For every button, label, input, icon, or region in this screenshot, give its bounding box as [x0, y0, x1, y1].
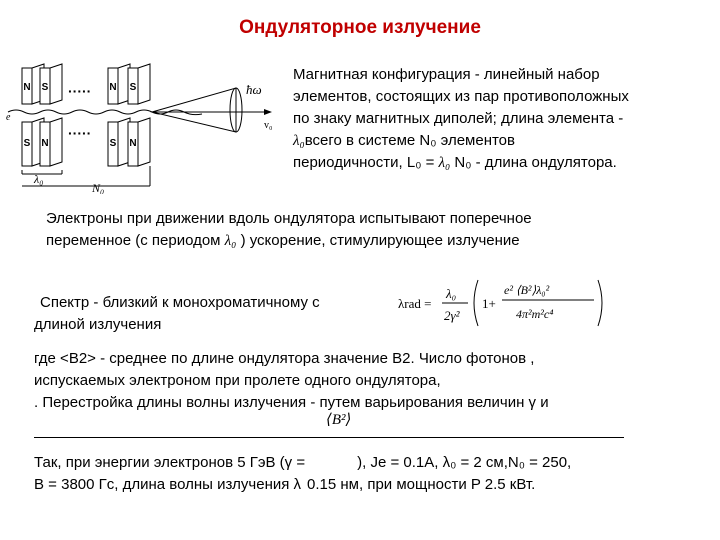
radiation-cone [152, 88, 236, 132]
dots-bottom: ····· [68, 125, 92, 141]
magnet-label: N [23, 82, 31, 93]
b2-overlay: ⟨B²⟩ [326, 412, 352, 428]
acceleration-text [46, 208, 532, 252]
example-text [34, 452, 571, 496]
formula-inner-den: 4π²m²c⁴ [516, 307, 554, 321]
config-line-3: по знаку магнитных диполей; длина элемента - [293, 110, 624, 127]
formula-num: λ₀ [446, 286, 457, 301]
photon-line-2: испускаемых электроном при пролете одного ондулятора, [34, 372, 441, 389]
lambda-symbol: λ₀ [224, 233, 237, 249]
accel-line-1: Электроны при движении вдоль ондулятора испытывают поперечное [46, 210, 532, 227]
config-line-1: Магнитная конфигурация - линейный набор [293, 66, 600, 83]
example-line-1: Так, при энергии электронов 5 ГэВ (γ = ), Je = 0.1А, λ₀ = 2 см,N₀ = 250, [34, 454, 572, 471]
magnet-label: S [129, 82, 137, 93]
electron-label: e [6, 112, 11, 123]
count-label: N₀ [92, 181, 105, 194]
photon-line-1: где <B2> - среднее по длине ондулятора значение B2. Число фотонов , [34, 350, 535, 367]
magnet-label: S [41, 82, 49, 93]
magnet-label: N [129, 138, 137, 149]
dots-top: ····· [68, 83, 92, 99]
formula-one-plus: 1+ [482, 296, 496, 311]
lambda-symbol: λ₀ [293, 133, 305, 149]
lambda-symbol: λ₀ [438, 155, 451, 171]
config-text [293, 64, 629, 174]
velocity-label: v₀ [264, 120, 273, 131]
wavelength-formula [398, 276, 610, 330]
spectrum-line-2: длиной излучения [34, 316, 162, 333]
spectrum-line-1: Спектр - близкий к монохроматичному с [40, 294, 320, 311]
formula-den: 2γ² [444, 308, 460, 323]
undulator-diagram [6, 62, 294, 194]
magnet-label: S [23, 138, 31, 149]
divider [34, 437, 624, 438]
magnet-label: N [109, 82, 117, 93]
photon-line-3: . Перестройка длины волны излучения - путем варьирования величин γ и [34, 394, 549, 411]
example-line-2: B = 3800 Гс, длина волны излучения λ 0.15 нм, при мощности P 2.5 кВт. [34, 476, 536, 493]
formula-lhs: λrad = [398, 296, 432, 311]
magnet-label: S [109, 138, 117, 149]
photon-text [34, 348, 549, 414]
config-line-5: периодичности, L₀ = λ₀ N₀ - длина ондулятора. [293, 154, 617, 171]
page-title: Ондуляторное излучение [239, 17, 481, 38]
config-line-2: элементов, состоящих из пар противоположных [293, 88, 629, 105]
axis-arrow [264, 109, 272, 115]
formula-inner-num: e² ⟨B²⟩λ₀² [504, 283, 550, 297]
accel-line-2: переменное (с периодом λ₀ ) ускорение, стимулирующее излучение [46, 232, 520, 249]
config-line-4: λ₀всего в системе N₀ элементов [293, 132, 515, 149]
magnet-label: N [41, 138, 49, 149]
period-label: λ₀ [34, 172, 44, 186]
photon-energy-label: ћω [246, 82, 262, 97]
spectrum-text [34, 292, 320, 336]
